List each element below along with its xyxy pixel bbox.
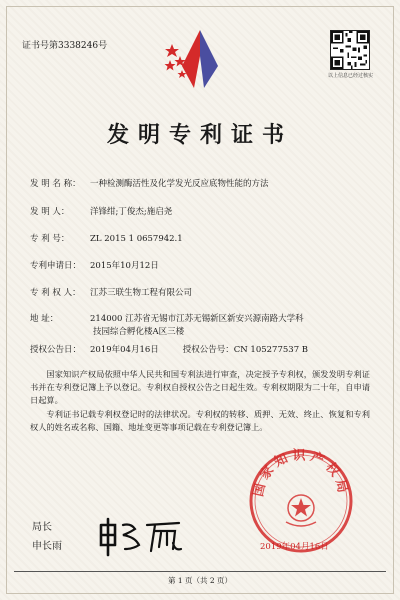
field-label: 专 利 号： xyxy=(30,234,70,244)
seal-text: 国家知识产权局 xyxy=(251,448,351,499)
field-invention-name xyxy=(30,177,269,189)
director-name: 申长雨 xyxy=(32,541,62,552)
svg-text:国家知识产权局 xyxy=(250,447,350,498)
director-title: 局长 xyxy=(32,522,52,533)
field-label: 地 址： xyxy=(30,314,59,324)
field-value: 江苏三联生物工程有限公司 xyxy=(90,288,193,298)
field-label: 发 明 名 称： xyxy=(30,179,81,189)
field-application-date xyxy=(30,259,159,271)
field-address xyxy=(30,312,304,324)
seal-date: 2019年04月16日 xyxy=(260,542,329,552)
page-footer: 第 1 页（共 2 页） xyxy=(167,576,233,585)
handwritten-signature xyxy=(95,515,185,557)
field-patentee xyxy=(30,286,192,298)
field-value: 洋锋绀;丁俊杰;施启尧 xyxy=(90,207,173,217)
field-address-line2: 技园综合孵化楼A区三楼 xyxy=(93,327,185,337)
field-value: 214000 江苏省无锡市江苏无锡新区新安兴源南路大学科 xyxy=(90,314,304,324)
field-label: 发 明 人： xyxy=(30,207,70,217)
field-value: 一种检测酶活性及化学发光反应底物性能的方法 xyxy=(90,179,269,189)
patent-office-logo xyxy=(160,26,238,90)
field-inventors xyxy=(30,205,172,217)
field-patent-number xyxy=(30,232,183,244)
certificate-number: 证书号第3338246号 xyxy=(22,41,108,51)
field-grant-date xyxy=(30,343,308,355)
field-label: 授权公告日： xyxy=(30,345,82,355)
qr-caption: 以上信息已经过核实 xyxy=(328,73,374,79)
field-value: ZL 2015 1 0657942.1 xyxy=(90,234,183,244)
field-label: 授权公告号： xyxy=(182,345,234,355)
qr-code xyxy=(330,30,370,70)
field-value: 2015年10月12日 xyxy=(90,261,159,271)
field-label: 专利申请日： xyxy=(30,261,82,271)
field-value: 2019年04月16日 xyxy=(90,345,159,355)
page-title: 发明专利证书 xyxy=(106,122,293,148)
notice-paragraph: 专利证书记载专利权登记时的法律状况。专利权的转移、质押、无效、终止、恢复和专利权人的姓名或名称、国籍、地址变更等事项记载在专利登记簿上。 xyxy=(30,409,370,432)
field-label: 专 利 权 人： xyxy=(30,288,81,298)
footer-divider xyxy=(14,571,386,572)
notice-paragraph: 国家知识产权局依照中华人民共和国专利法进行审查，决定授予专利权，颁发发明专利证书并在专利登记簿上予以登记。专利权自授权公告之日起生效。专利权期限为二十年，自申请日起算。 xyxy=(30,369,370,405)
field-value: CN 105277537 B xyxy=(233,345,309,355)
